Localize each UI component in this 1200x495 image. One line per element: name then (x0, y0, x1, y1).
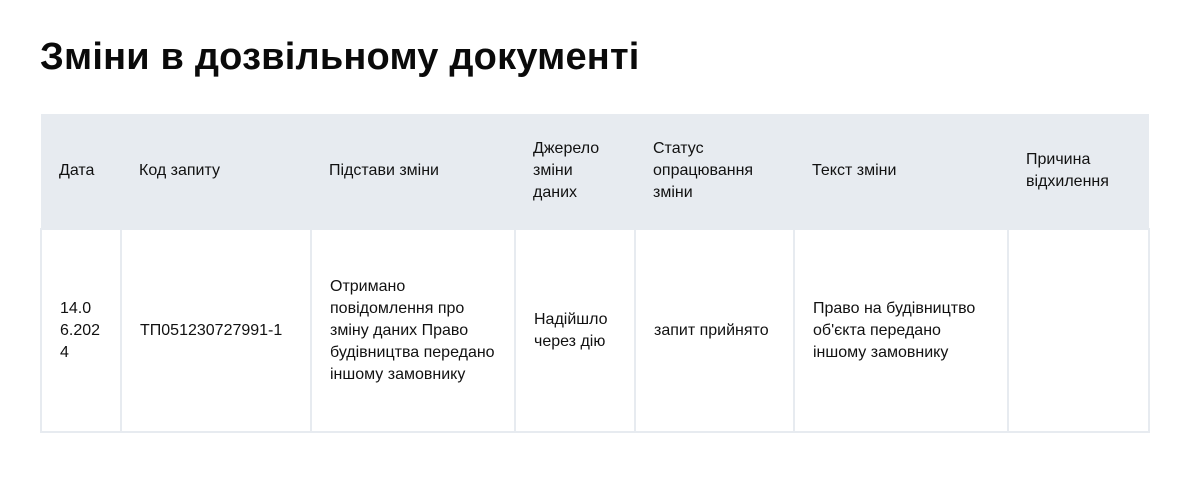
header-change-grounds: Підстави зміни (329, 162, 439, 179)
cell-request-code: ТП051230727991-1 (121, 229, 311, 432)
header-date: Дата (59, 162, 95, 179)
table-header-row (41, 114, 1149, 229)
table-row (41, 229, 1149, 432)
changes-table (40, 114, 1150, 433)
cell-date: 14.06.2024 (41, 229, 121, 432)
header-request-code: Код запиту (139, 162, 220, 179)
cell-change-grounds: Отримано повідомлення про зміну даних Право будівництва передано іншому замовнику (311, 229, 515, 432)
cell-change-text: Право на будівництво об'єкта передано іншому замовнику (794, 229, 1008, 432)
header-processing-status: Статус опрацювання зміни (653, 140, 754, 201)
header-data-source: Джерело зміни даних (533, 140, 600, 201)
page-title: Зміни в дозвільному документі (40, 36, 640, 78)
cell-data-source: Надійшло через дію (515, 229, 635, 432)
header-rejection-reason: Причина відхилення (1026, 151, 1109, 190)
cell-rejection-reason (1008, 229, 1149, 432)
header-change-text: Текст зміни (812, 162, 897, 179)
cell-processing-status: запит прийнято (635, 229, 794, 432)
